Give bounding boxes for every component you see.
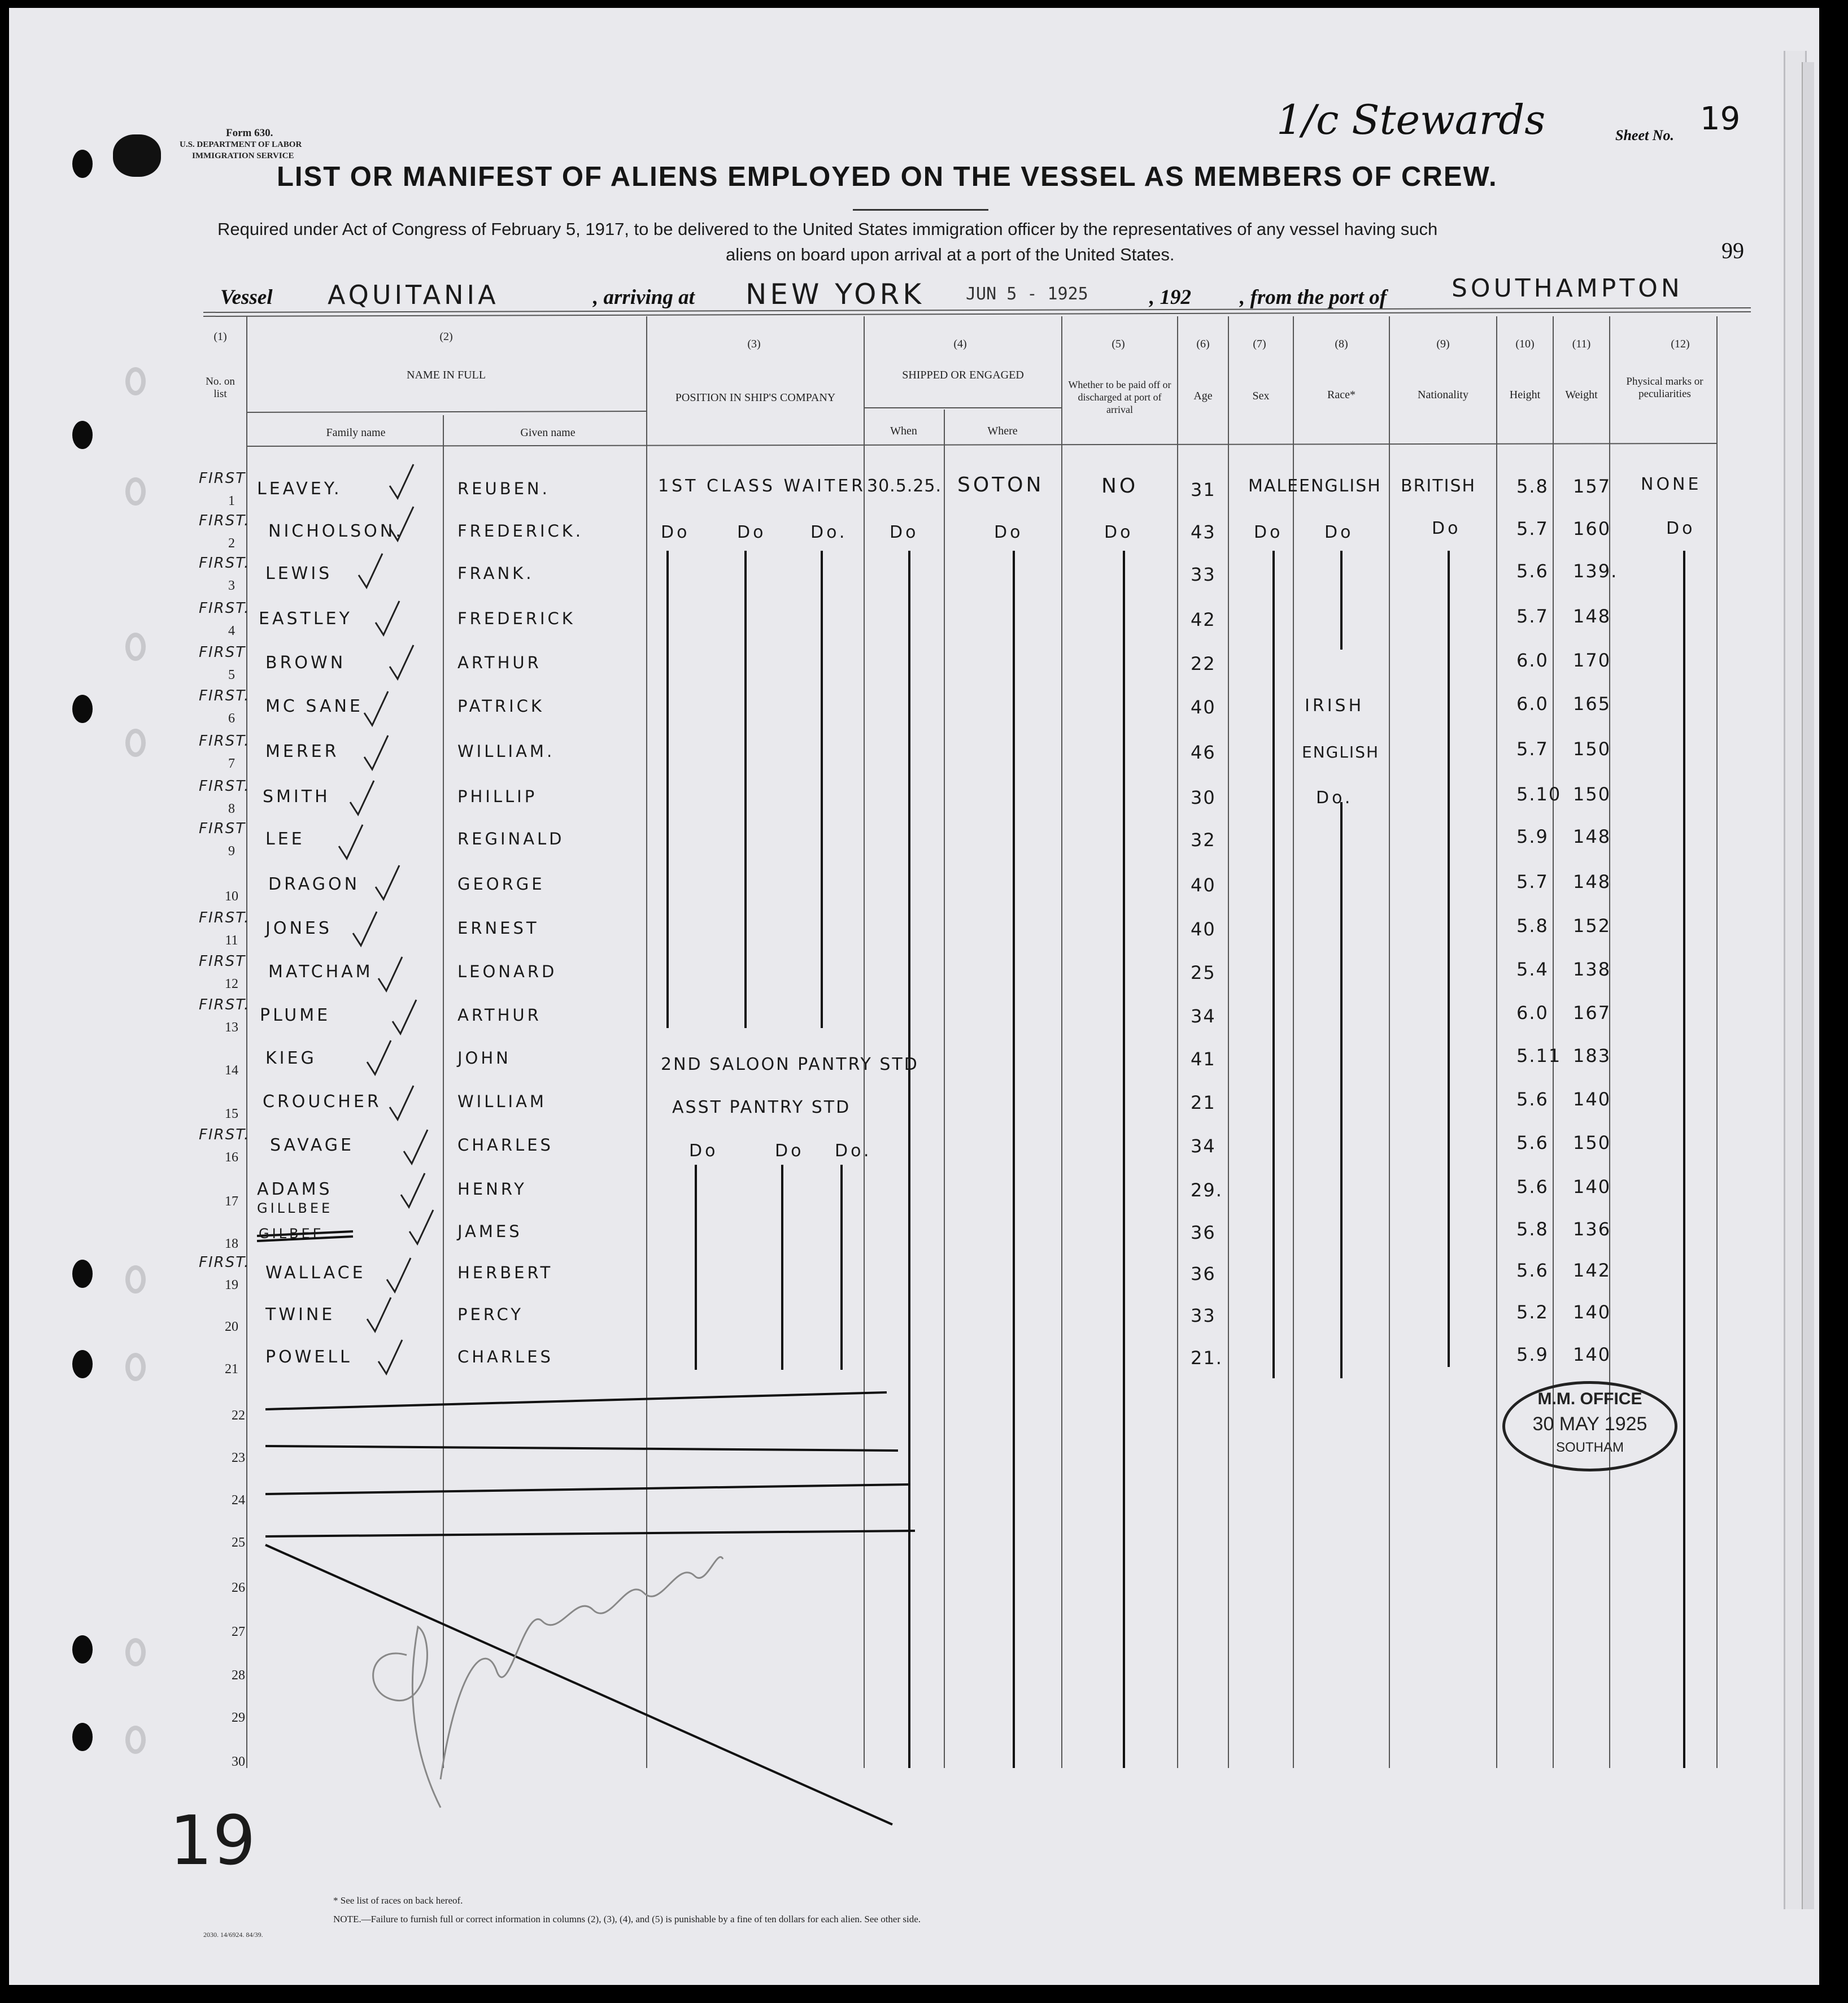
- first-class-mark: FIRST.: [199, 996, 250, 1013]
- given-name: CHARLES: [457, 1135, 553, 1155]
- age: 36: [1191, 1263, 1216, 1284]
- signature-scrawl: [373, 1557, 723, 1808]
- weight: 148: [1573, 606, 1611, 627]
- height: 5.11: [1516, 1045, 1562, 1066]
- height: 5.6: [1516, 1260, 1549, 1281]
- height: 5.9: [1516, 826, 1549, 847]
- weight: 142: [1573, 1260, 1611, 1281]
- ditto-position-c: Do.: [810, 522, 848, 542]
- row-number: 16: [225, 1150, 238, 1165]
- service: IMMIGRATION SERVICE: [192, 151, 294, 160]
- ditto-position-16c: Do.: [835, 1141, 872, 1161]
- col-given-name: Given name: [520, 426, 576, 439]
- margin-page-number: 19: [169, 1802, 256, 1880]
- col-num-12: (12): [1671, 338, 1690, 350]
- row-number: 8: [228, 802, 235, 816]
- family-name: JONES: [265, 918, 332, 938]
- given-name: REUBEN.: [457, 479, 550, 498]
- family-name: LEAVEY.: [257, 479, 342, 499]
- height: 5.8: [1516, 476, 1549, 497]
- col-no-on-list: No. on list: [206, 376, 235, 400]
- arriving-label: , arriving at: [593, 286, 695, 309]
- age: 31: [1191, 479, 1216, 500]
- first-class-mark: FIRST.: [199, 909, 250, 926]
- vessel-name: AQUITANIA: [328, 280, 499, 310]
- family-name: POWELL: [265, 1347, 352, 1367]
- col-race: Race*: [1327, 389, 1356, 401]
- col-num-6: (6): [1196, 338, 1210, 350]
- row-number: 1: [228, 494, 235, 508]
- crossed-out-family-name: GILBEE: [259, 1226, 324, 1242]
- col-when: When: [890, 425, 917, 437]
- weight: 140: [1573, 1301, 1611, 1323]
- family-name: WALLACE: [265, 1263, 366, 1283]
- height: 5.4: [1516, 959, 1549, 980]
- family-name: CROUCHER: [263, 1092, 382, 1112]
- family-name: LEWIS: [265, 564, 333, 584]
- col-paid-off: Whether to be paid off or discharged at port of arrival: [1068, 379, 1171, 415]
- age: 30: [1191, 787, 1216, 808]
- form-number: Form 630.: [226, 127, 273, 139]
- empty-row-number: 29: [232, 1710, 245, 1725]
- print-code: 2030. 14/6924. 84/39.: [203, 1931, 263, 1939]
- weight: 160: [1573, 518, 1611, 539]
- row-number: 7: [228, 756, 235, 771]
- footnote-races: * See list of races on back hereof.: [333, 1895, 463, 1906]
- weight: 183: [1573, 1045, 1611, 1066]
- age: 34: [1191, 1135, 1216, 1157]
- col-sex: Sex: [1252, 390, 1270, 402]
- empty-row-number: 23: [232, 1451, 245, 1465]
- row-number: 18: [225, 1236, 238, 1251]
- given-name: ARTHUR: [457, 1005, 542, 1025]
- row-number: 20: [225, 1320, 238, 1334]
- empty-row-number: 24: [232, 1493, 245, 1508]
- ditto-when: Do: [890, 522, 919, 542]
- age: 41: [1191, 1048, 1216, 1070]
- weight: 148: [1573, 871, 1611, 892]
- row-number: 19: [225, 1278, 238, 1292]
- row-number: 9: [228, 844, 235, 859]
- age: 33: [1191, 1305, 1216, 1326]
- year-label: , 192: [1149, 286, 1191, 309]
- col-num-9: (9): [1436, 338, 1450, 350]
- height: 5.7: [1516, 518, 1549, 539]
- from-port-label: , from the port of: [1240, 286, 1387, 309]
- weight: 140: [1573, 1176, 1611, 1198]
- sheet-number: 19: [1700, 101, 1741, 137]
- given-name: ARTHUR: [457, 653, 542, 672]
- family-name: PLUME: [260, 1005, 331, 1025]
- given-name: FREDERICK: [457, 609, 576, 628]
- age: 33: [1191, 564, 1216, 585]
- footnote-penalty: NOTE.—Failure to furnish full or correct information in columns (2), (3), (4), and (5) is punishable by a fine of ten dollars for each alien. See other side.: [333, 1914, 921, 1924]
- col-num-2: (2): [439, 330, 453, 343]
- first-class-mark: FIRST.: [199, 1254, 250, 1271]
- vessel-label: Vessel: [220, 286, 273, 309]
- col-age: Age: [1193, 390, 1213, 402]
- given-name: CHARLES: [457, 1347, 553, 1366]
- arriving-port: NEW YORK: [746, 278, 925, 311]
- col-height: Height: [1509, 389, 1541, 401]
- first-class-mark: FIRST: [199, 470, 246, 487]
- height: 6.0: [1516, 693, 1549, 715]
- family-name: ADAMS: [257, 1179, 333, 1199]
- ditto-race: Do: [1324, 522, 1354, 542]
- given-name: HERBERT: [457, 1263, 553, 1282]
- height: 5.6: [1516, 1176, 1549, 1198]
- empty-row-number: 28: [232, 1668, 245, 1683]
- col-where: Where: [987, 425, 1018, 437]
- first-class-mark: FIRST.: [199, 555, 250, 572]
- age: 21.: [1191, 1347, 1223, 1369]
- handwritten-department-note: 1/c Stewards: [1276, 96, 1546, 143]
- empty-row-number: 30: [232, 1754, 245, 1769]
- age: 21: [1191, 1092, 1216, 1113]
- row-number: 14: [225, 1063, 238, 1078]
- stamp-date: 30 MAY 1925: [1532, 1413, 1647, 1435]
- age: 25: [1191, 962, 1216, 983]
- weight: 167: [1573, 1002, 1611, 1024]
- row-number: 12: [225, 977, 238, 991]
- row6-race: IRISH: [1305, 696, 1365, 716]
- height: 5.6: [1516, 1132, 1549, 1153]
- first-class-mark: FIRST.: [199, 600, 250, 617]
- weight: 165: [1573, 693, 1611, 715]
- row1-physical: NONE: [1641, 474, 1702, 494]
- col-num-4: (4): [953, 338, 967, 350]
- ditto-position-a: Do: [661, 522, 690, 542]
- ditto-physical: Do: [1666, 519, 1696, 538]
- empty-row-number: 26: [232, 1580, 245, 1595]
- first-class-mark: FIRST.: [199, 687, 250, 704]
- weight: 150: [1573, 783, 1611, 805]
- given-name: LEONARD: [457, 962, 557, 981]
- weight: 139.: [1573, 560, 1618, 582]
- weight: 136: [1573, 1218, 1611, 1240]
- age: 36: [1191, 1222, 1216, 1243]
- first-class-mark: FIRST.: [199, 778, 250, 795]
- weight: 148: [1573, 826, 1611, 847]
- empty-row-number: 25: [232, 1535, 245, 1550]
- mm-office-stamp: [1502, 1381, 1677, 1471]
- row-number: 2: [228, 536, 235, 551]
- age: 32: [1191, 829, 1216, 851]
- first-class-mark: FIRST.: [199, 1126, 250, 1143]
- row1-where: SOTON: [957, 473, 1044, 497]
- department: U.S. DEPARTMENT OF LABOR: [180, 140, 302, 149]
- given-name: GEORGE: [457, 874, 545, 894]
- row-number: 10: [225, 889, 238, 904]
- date-stamp: JUN 5 - 1925: [966, 284, 1088, 304]
- height: 6.0: [1516, 1002, 1549, 1024]
- row1-nationality: BRITISH: [1401, 476, 1476, 496]
- row-number: 3: [228, 578, 235, 593]
- family-name: MC SANE: [265, 696, 363, 716]
- first-class-mark: FIRST: [199, 644, 246, 661]
- given-name: PERCY: [457, 1305, 524, 1324]
- family-name: NICHOLSON.: [268, 521, 404, 541]
- row1-when: 30.5.25.: [867, 476, 942, 496]
- col-num-3: (3): [747, 338, 761, 350]
- col-shipped: SHIPPED OR ENGAGED: [902, 369, 1024, 381]
- family-name: MERER: [265, 742, 339, 761]
- family-name: KIEG: [265, 1048, 317, 1068]
- height: 5.10: [1516, 783, 1562, 805]
- age: 29.: [1191, 1179, 1223, 1201]
- given-name: PATRICK: [457, 696, 544, 716]
- row1-paid: NO: [1101, 474, 1139, 498]
- family-name: SAVAGE: [270, 1135, 355, 1155]
- col-family-name: Family name: [326, 426, 386, 439]
- family-name: EASTLEY: [259, 609, 352, 629]
- weight: 157: [1573, 476, 1611, 497]
- age: 46: [1191, 742, 1216, 763]
- ditto-position-16a: Do: [689, 1141, 718, 1161]
- given-name: PHILLIP: [457, 787, 538, 806]
- row-number: 5: [228, 668, 235, 682]
- age: 40: [1191, 696, 1216, 718]
- family-name: LEE: [265, 829, 305, 849]
- form-title: LIST OR MANIFEST OF ALIENS EMPLOYED ON THE VESSEL AS MEMBERS OF CREW.: [277, 162, 1498, 192]
- stamp-bottom: SOUTHAM: [1556, 1440, 1624, 1455]
- height: 5.7: [1516, 606, 1549, 627]
- row14-position: 2ND SALOON PANTRY STD: [661, 1055, 919, 1074]
- col-num-1: (1): [213, 330, 227, 343]
- first-class-mark: FIRST.: [199, 733, 250, 750]
- weight: 152: [1573, 915, 1611, 937]
- col-num-8: (8): [1335, 338, 1348, 350]
- height: 5.6: [1516, 1088, 1549, 1110]
- given-name: FREDERICK.: [457, 521, 583, 541]
- row-number: 21: [225, 1362, 238, 1377]
- col-num-5: (5): [1112, 338, 1125, 350]
- row8-race: Do.: [1316, 788, 1353, 808]
- weight: 140: [1573, 1088, 1611, 1110]
- sheet-label: Sheet No.: [1615, 127, 1674, 143]
- first-class-mark: FIRST.: [199, 512, 250, 529]
- row1-race: ENGLISH: [1299, 476, 1381, 496]
- ditto-paid: Do: [1104, 522, 1134, 542]
- form-subtitle-line2: aliens on board upon arrival at a port of the United States.: [726, 245, 1175, 264]
- given-name: WILLIAM: [457, 1092, 547, 1111]
- weight: 170: [1573, 650, 1611, 671]
- weight: 138: [1573, 959, 1611, 980]
- row-number: 4: [228, 624, 235, 638]
- row-number: 6: [228, 711, 235, 726]
- age: 42: [1191, 609, 1216, 630]
- weight: 150: [1573, 738, 1611, 760]
- ditto-nationality: Do: [1432, 519, 1461, 538]
- given-name: JAMES: [457, 1222, 522, 1241]
- given-name: REGINALD: [457, 829, 565, 848]
- col-position: POSITION IN SHIP'S COMPANY: [675, 391, 836, 404]
- height: 5.8: [1516, 915, 1549, 937]
- age: 40: [1191, 918, 1216, 940]
- age: 34: [1191, 1005, 1216, 1027]
- col-physical: Physical marks or peculiarities: [1626, 376, 1703, 400]
- col-num-7: (7): [1253, 338, 1266, 350]
- family-name: GILLBEE: [257, 1200, 333, 1216]
- age: 43: [1191, 521, 1216, 543]
- empty-row-number: 22: [232, 1408, 245, 1423]
- height: 5.7: [1516, 871, 1549, 892]
- page-number: 99: [1721, 238, 1744, 263]
- weight: 140: [1573, 1344, 1611, 1365]
- col-name-in-full: NAME IN FULL: [407, 369, 486, 381]
- age: 40: [1191, 874, 1216, 896]
- ditto-position-b: Do: [737, 522, 766, 542]
- family-name: MATCHAM: [268, 962, 373, 982]
- row-number: 13: [225, 1020, 238, 1035]
- height: 5.9: [1516, 1344, 1549, 1365]
- col-num-11: (11): [1572, 338, 1591, 350]
- ditto-sex: Do: [1254, 522, 1283, 542]
- row-number: 15: [225, 1107, 238, 1121]
- row-number: 11: [225, 933, 238, 948]
- first-class-mark: FIRST: [199, 820, 246, 837]
- family-name: TWINE: [265, 1305, 335, 1325]
- row1-position: 1ST CLASS WAITER: [658, 476, 866, 496]
- row7-race: ENGLISH: [1302, 743, 1380, 761]
- given-name: HENRY: [457, 1179, 527, 1199]
- row15-position: ASST PANTRY STD: [672, 1098, 851, 1117]
- given-name: ERNEST: [457, 918, 539, 938]
- family-name: SMITH: [263, 787, 330, 807]
- given-name: JOHN: [457, 1048, 511, 1068]
- first-class-mark: FIRST: [199, 953, 246, 970]
- col-weight: Weight: [1565, 389, 1598, 401]
- family-name: BROWN: [265, 653, 346, 673]
- height: 5.8: [1516, 1218, 1549, 1240]
- form-subtitle-line1: Required under Act of Congress of February 5, 1917, to be delivered to the United States immigration officer by the representatives of any vessel having such: [217, 219, 1438, 239]
- height: 5.7: [1516, 738, 1549, 760]
- ditto-position-16b: Do: [775, 1141, 804, 1161]
- weight: 150: [1573, 1132, 1611, 1153]
- given-name: WILLIAM.: [457, 742, 555, 761]
- col-nationality: Nationality: [1418, 389, 1468, 401]
- height: 5.2: [1516, 1301, 1549, 1323]
- ditto-where: Do: [994, 522, 1023, 542]
- row1-sex: MALE: [1248, 476, 1300, 496]
- stamp-top: M.M. OFFICE: [1537, 1390, 1642, 1408]
- height: 6.0: [1516, 650, 1549, 671]
- family-name: DRAGON: [268, 874, 360, 894]
- age: 22: [1191, 653, 1216, 674]
- given-name: FRANK.: [457, 564, 534, 583]
- height: 5.6: [1516, 560, 1549, 582]
- empty-row-number: 27: [232, 1625, 245, 1639]
- row-number: 17: [225, 1194, 238, 1209]
- departure-port: SOUTHAMPTON: [1452, 274, 1683, 303]
- col-num-10: (10): [1515, 338, 1535, 350]
